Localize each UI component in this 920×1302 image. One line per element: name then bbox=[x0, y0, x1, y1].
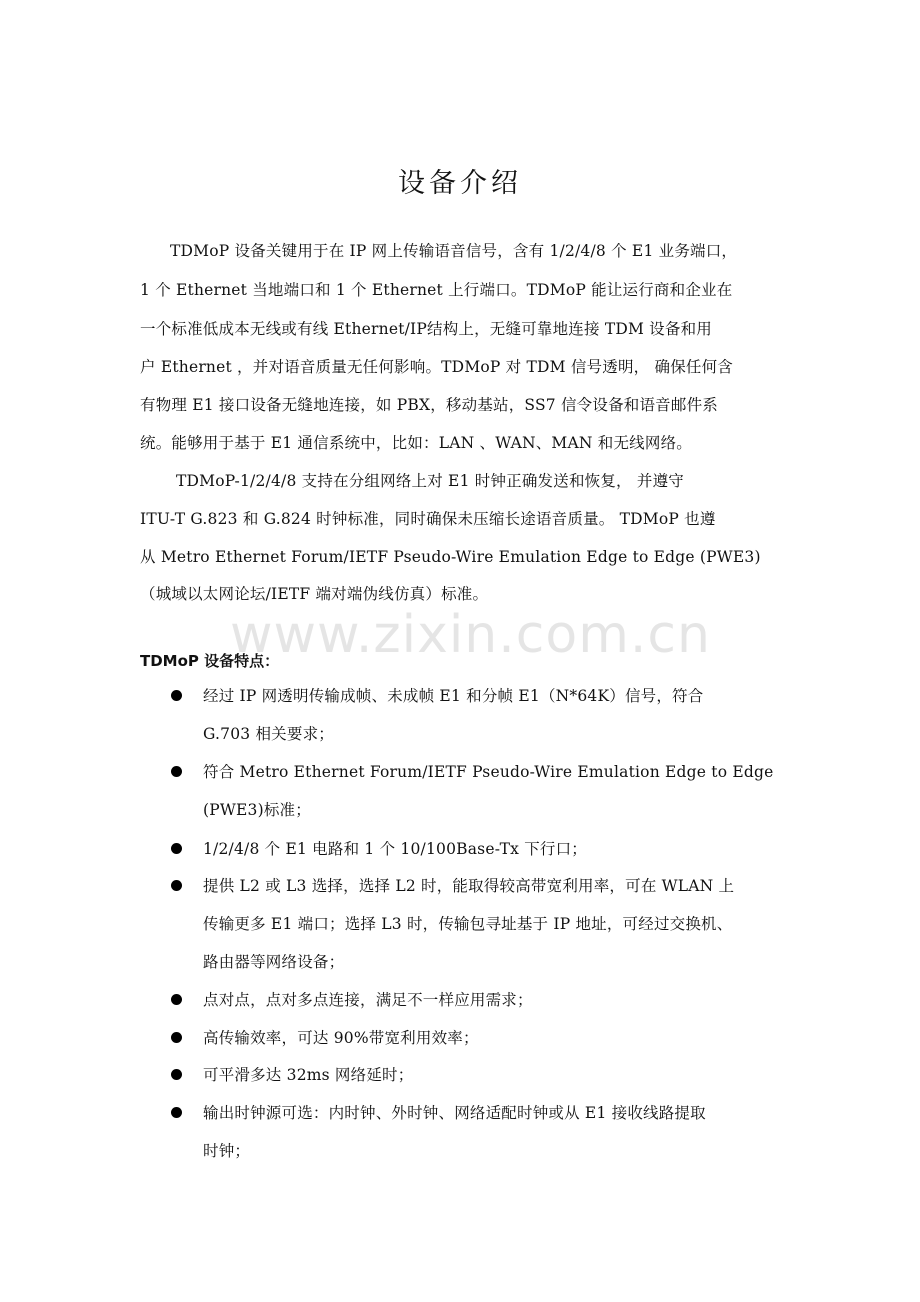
feature-item: 高传输效率，可达 90%带宽利用效率； bbox=[203, 1029, 479, 1047]
feature-item: 提供 L2 或 L3 选择，选择 L2 时，能取得较高带宽利用率，可在 WLAN 上 bbox=[203, 877, 735, 895]
clock-line: TDMoP-1/2/4/8 支持在分组网络上对 E1 时钟正确发送和恢复， 并遵守 bbox=[176, 472, 684, 490]
feature-item: 1/2/4/8 个 E1 电路和 1 个 10/100Base-Tx 下行口； bbox=[203, 840, 587, 858]
bullet-icon bbox=[171, 1069, 182, 1080]
watermark: www.zixin.com.cn bbox=[230, 605, 711, 665]
feature-item-cont: 传输更多 E1 端口；选择 L3 时，传输包寻址基于 IP 地址，可经过交换机、 bbox=[203, 915, 733, 933]
bullet-icon bbox=[171, 880, 182, 891]
clock-line: （城域以太网论坛/IETF 端对端伪线仿真）标准。 bbox=[140, 585, 489, 603]
bullet-icon bbox=[171, 766, 182, 777]
page-title: 设备介绍 bbox=[398, 168, 522, 199]
bullet-icon bbox=[171, 1107, 182, 1118]
bullet-icon bbox=[171, 1032, 182, 1043]
feature-item: 输出时钟源可选：内时钟、外时钟、网络适配时钟或从 E1 接收线路提取 bbox=[203, 1104, 706, 1122]
clock-line: 从 Metro Ethernet Forum/IETF Pseudo-Wire Emulation Edge to Edge (PWE3) bbox=[140, 548, 761, 566]
feature-item-cont: (PWE3)标准； bbox=[203, 801, 311, 819]
intro-line: 一个标准低成本无线或有线 Ethernet/IP结构上，无缝可靠地连接 TDM 设备和用 bbox=[140, 320, 712, 338]
bullet-icon bbox=[171, 994, 182, 1005]
clock-line: ITU-T G.823 和 G.824 时钟标准，同时确保未压缩长途语音质量。 TDMoP 也遵 bbox=[140, 510, 716, 528]
feature-item-cont: 路由器等网络设备； bbox=[203, 953, 345, 971]
intro-line: 户 Ethernet ，并对语音质量无任何影响。TDMoP 对 TDM 信号透明， 确保任何含 bbox=[140, 358, 733, 376]
intro-line: 统。能够用于基于 E1 通信系统中，比如：LAN 、WAN、MAN 和无线网络。 bbox=[140, 434, 692, 452]
feature-item-cont: G.703 相关要求； bbox=[203, 725, 334, 743]
bullet-icon bbox=[171, 690, 182, 701]
intro-line: TDMoP 设备关键用于在 IP 网上传输语音信号，含有 1/2/4/8 个 E1 业务端口， bbox=[170, 242, 738, 260]
feature-item: 可平滑多达 32ms 网络延时； bbox=[203, 1066, 414, 1084]
feature-item-cont: 时钟； bbox=[203, 1142, 251, 1160]
intro-line: 1 个 Ethernet 当地端口和 1 个 Ethernet 上行端口。TDMoP 能让运行商和企业在 bbox=[140, 281, 733, 299]
feature-item: 经过 IP 网透明传输成帧、未成帧 E1 和分帧 E1（N*64K）信号，符合 bbox=[203, 687, 704, 705]
feature-item: 点对点，点对多点连接，满足不一样应用需求； bbox=[203, 991, 533, 1009]
bullet-icon bbox=[171, 843, 182, 854]
features-heading: TDMoP 设备特点： bbox=[140, 652, 280, 670]
feature-item: 符合 Metro Ethernet Forum/IETF Pseudo-Wire Emulation Edge to Edge bbox=[203, 763, 774, 781]
intro-line: 有物理 E1 接口设备无缝地连接，如 PBX，移动基站，SS7 信令设备和语音邮件系 bbox=[140, 396, 718, 414]
